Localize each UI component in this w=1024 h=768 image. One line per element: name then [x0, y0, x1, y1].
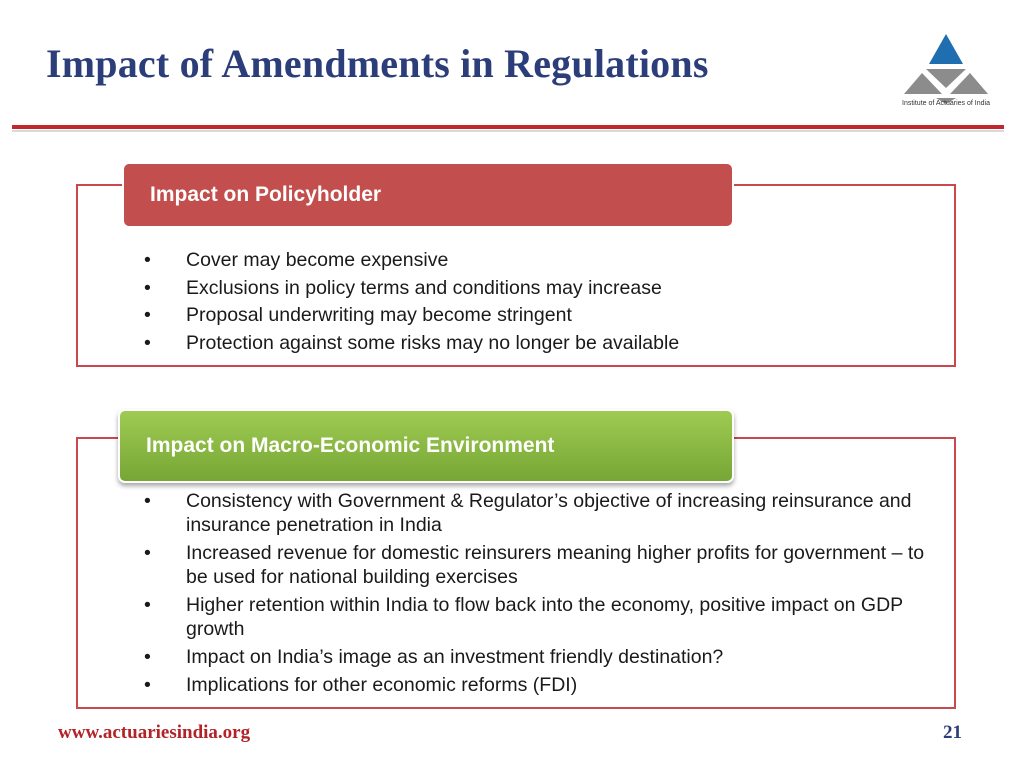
list-item [144, 489, 934, 537]
page-number: 21 [943, 722, 962, 743]
policyholder-heading-text: Impact on Policyholder [150, 183, 382, 206]
bullet-icon: • [144, 542, 151, 564]
logo-org-name: Institute of Actuaries of India [902, 100, 990, 107]
title-divider-shadow [12, 130, 1004, 132]
list-item [144, 331, 934, 355]
bullet-text: Protection against some risks may no longer be available [186, 331, 680, 354]
title-divider [12, 125, 1004, 129]
list-item [144, 593, 934, 641]
list-item [144, 673, 934, 697]
bullet-text: Implications for other economic reforms (FDI) [186, 674, 578, 696]
bullet-text: Consistency with Government & Regulator’s objective of increasing reinsurance and insurance penetration in India [186, 490, 912, 536]
bullet-icon: • [144, 594, 151, 616]
bullet-text: Impact on India’s image as an investment friendly destination? [186, 646, 724, 668]
macro-economic-heading-text: Impact on Macro-Economic Environment [146, 434, 555, 457]
footer-website-link[interactable]: www.actuariesindia.org [58, 722, 251, 743]
bullet-text: Higher retention within India to flow back into the economy, positive impact on GDP growth [186, 594, 903, 640]
list-item [144, 276, 934, 300]
bullet-icon: • [144, 674, 151, 696]
macro-economic-heading [118, 409, 734, 483]
list-item [144, 541, 934, 589]
policyholder-bullet-list [144, 248, 934, 358]
bullet-icon: • [144, 276, 151, 299]
bullet-icon: • [144, 331, 151, 354]
policyholder-heading [122, 162, 734, 228]
bullet-icon: • [144, 304, 151, 326]
bullet-text: Increased revenue for domestic reinsurers meaning higher profits for government – to be used for national building exercises [186, 542, 925, 588]
bullet-icon: • [144, 249, 151, 271]
macro-economic-bullet-list [144, 489, 934, 701]
bullet-icon: • [144, 646, 151, 668]
bullet-text: Cover may become expensive [186, 249, 449, 271]
slide-title: Impact of Amendments in Regulations [46, 41, 709, 86]
bullet-text: Proposal underwriting may become stringent [186, 304, 572, 326]
list-item [144, 303, 934, 327]
bullet-text: Exclusions in policy terms and conditions may increase [186, 276, 662, 299]
list-item [144, 248, 934, 272]
list-item [144, 645, 934, 669]
bullet-icon: • [144, 490, 151, 512]
